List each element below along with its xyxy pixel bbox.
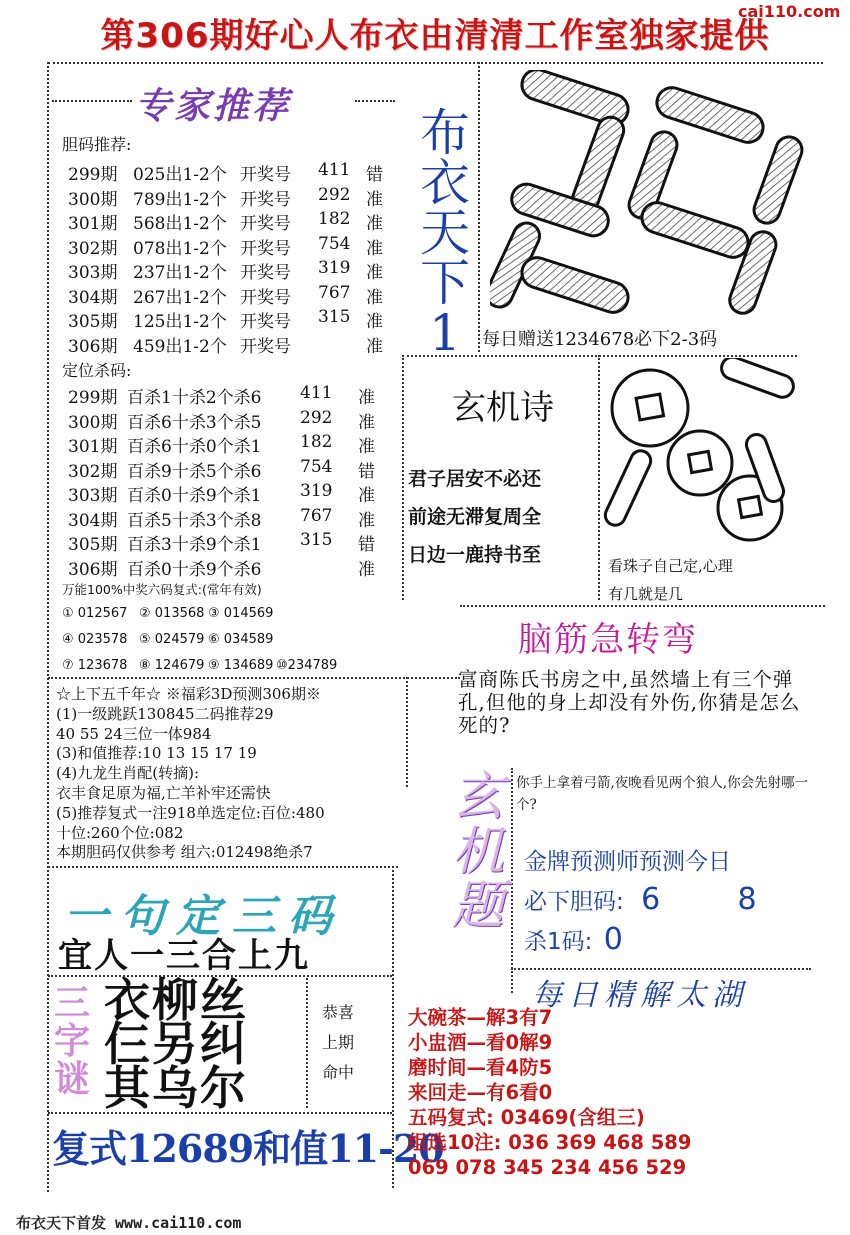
divider <box>52 100 132 102</box>
dan-draw-label: 开奖号 <box>240 287 291 308</box>
kill-period: 305期 <box>68 535 118 555</box>
poem-line: 前途无滞复周全 <box>408 506 542 528</box>
kill-result: 错 <box>358 535 375 555</box>
kill-one-num: 0 <box>603 922 623 957</box>
kill-pick: 百杀0十杀9个杀1 <box>127 486 262 506</box>
pill-digits-icon <box>490 70 810 320</box>
fushi-text: 复式12689和值11-20 <box>52 1126 444 1171</box>
kill-period: 299期 <box>68 388 118 408</box>
dan-result: 准 <box>366 336 383 357</box>
coins-icon <box>600 358 800 548</box>
dan-pick: 078出1-2个 <box>133 238 227 259</box>
yiju-heading: 一句定三码 <box>64 891 344 942</box>
kill-result: 准 <box>358 510 375 531</box>
divider <box>478 62 480 352</box>
six-code-item: ① 012567 <box>62 606 128 621</box>
kill-result: 准 <box>358 437 375 457</box>
taihu-heading: 每日精解太湖 <box>532 978 748 1013</box>
forecast-line: 衣丰食足原为福,亡羊补牢还需快 <box>56 784 271 802</box>
dan-result: 错 <box>366 165 383 185</box>
dan-result: 准 <box>366 263 383 283</box>
xuanji-ti-char: 题 <box>452 876 505 937</box>
kill-result: 准 <box>358 388 375 408</box>
kill-pick: 百杀9十杀5个杀6 <box>127 461 262 482</box>
forecast-line: 40 55 24三位一体984 <box>56 724 212 743</box>
six-code-item: ⑩234789 <box>276 658 338 673</box>
brain-heading: 脑筋急转弯 <box>518 620 698 660</box>
kill-period: 303期 <box>68 486 118 506</box>
dan-period: 304期 <box>68 287 118 308</box>
divider <box>355 100 395 102</box>
divider <box>306 978 308 1108</box>
dan-result: 准 <box>366 214 383 234</box>
forecast-line: (1)一级跳跃130845二码推荐29 <box>56 704 274 723</box>
kill-period: 304期 <box>68 510 118 531</box>
dan-draw: 292 <box>318 184 351 205</box>
gift-text: 每日赠送1234678必下2-3码 <box>482 329 718 350</box>
divider <box>48 677 460 679</box>
dan-draw-label: 开奖号 <box>240 165 291 185</box>
poem-lines <box>408 460 541 574</box>
kill-pick: 百杀0十杀9个杀6 <box>127 559 262 580</box>
dan-draw-label: 开奖号 <box>240 189 291 210</box>
kill-pick: 百杀6十杀3个杀5 <box>127 412 262 433</box>
dan-result: 准 <box>366 238 383 259</box>
dan-result: 准 <box>366 189 383 210</box>
dan-result: 准 <box>366 287 383 308</box>
forecast-line: (4)九龙生肖配(转摘): <box>56 764 200 783</box>
congrats-line: 命中 <box>322 1063 355 1082</box>
divider <box>402 355 404 600</box>
dan-pick: 789出1-2个 <box>133 189 227 210</box>
coin-note-line: 有几就是几 <box>608 585 684 603</box>
dan-draw: 315 <box>318 307 351 327</box>
forecast-line: (5)推荐复式一注918单选定位:百位:480 <box>56 803 325 822</box>
poem-title: 玄机诗 <box>452 388 554 428</box>
sanzi-label <box>54 985 90 1098</box>
divider <box>511 768 513 993</box>
kill-draw: 292 <box>300 407 333 428</box>
dan-draw-label: 开奖号 <box>240 312 291 332</box>
coin-graphic <box>600 358 800 548</box>
kill-pick: 百杀6十杀0个杀1 <box>127 437 262 457</box>
divider <box>48 1112 392 1114</box>
dan-result: 准 <box>366 312 383 332</box>
kill-draw: 315 <box>300 530 333 550</box>
brain-riddle: 富商陈氏书房之中,虽然墙上有三个弹孔,但他的身上却没有外伤,你猜是怎么死的? <box>458 668 801 737</box>
kill-pick: 百杀5十杀3个杀8 <box>127 510 262 531</box>
kill-pick: 百杀1十杀2个杀6 <box>127 388 262 408</box>
kill-label: 定位杀码: <box>62 361 132 380</box>
dan-pick: 237出1-2个 <box>133 263 227 283</box>
congrats-text <box>322 998 354 1088</box>
must-num: 6 <box>641 882 661 917</box>
dan-period: 300期 <box>68 189 118 210</box>
six-code-item: ⑧ 124679 <box>139 658 205 673</box>
divider <box>47 62 49 1192</box>
dan-period: 301期 <box>68 214 118 234</box>
dan-draw: 754 <box>318 233 351 254</box>
dan-period: 305期 <box>68 312 118 332</box>
dan-period: 303期 <box>68 263 118 283</box>
dan-draw: 319 <box>318 258 351 278</box>
dan-period: 306期 <box>68 336 118 357</box>
dan-draw-label: 开奖号 <box>240 263 291 283</box>
poem-line: 君子居安不必还 <box>408 468 542 490</box>
forecast-line: (3)和值推荐:10 13 15 17 19 <box>56 744 257 763</box>
kill-result: 准 <box>358 559 375 580</box>
kill-draw: 411 <box>300 383 333 403</box>
kill-draw: 182 <box>300 432 333 452</box>
dan-pick: 025出1-2个 <box>133 165 227 185</box>
buyi-char: 1 <box>429 304 461 362</box>
buyi-vertical <box>420 104 470 362</box>
sanzi-label-char: 字 <box>54 1020 91 1062</box>
dan-draw: 182 <box>318 209 351 229</box>
sanzi-line: 其乌尔 <box>104 1061 248 1115</box>
sanzi-line: 衣柳丝 <box>104 973 248 1027</box>
buyi-char: 下 <box>420 254 470 312</box>
kill-result: 准 <box>358 412 375 433</box>
taihu-line: 磨时间—看4防5 <box>408 1056 553 1079</box>
kill-draw: 319 <box>300 481 333 501</box>
six-code-title: 万能100%中奖六码复式:(常年有效) <box>62 582 262 597</box>
kill-result: 准 <box>358 486 375 506</box>
forecast-line: 本期胆码仅供参考 组六:012498绝杀7 <box>56 843 313 862</box>
buyi-char: 天 <box>420 204 470 262</box>
six-code-item: ⑨ 134689 <box>208 658 274 673</box>
kill-draw: 754 <box>300 456 333 477</box>
divider <box>48 62 823 64</box>
sanzi-lines <box>104 973 248 1115</box>
six-code-item: ② 013568 <box>139 606 205 621</box>
congrats-line: 恭喜 <box>322 1003 355 1022</box>
kill-period: 300期 <box>68 412 118 433</box>
divider <box>48 866 398 868</box>
kill-pick: 百杀3十杀9个杀1 <box>127 535 262 555</box>
dan-draw: 411 <box>318 160 351 180</box>
poem-line: 日边一鹿持书至 <box>408 544 542 566</box>
kill-one-row <box>524 922 623 957</box>
taihu-zuxuan: 组选10注: 036 369 468 589 <box>408 1131 692 1154</box>
divider <box>406 677 408 787</box>
kill-draw: 767 <box>300 505 333 526</box>
taihu-zuxuan2: 069 078 345 234 456 529 <box>408 1156 687 1179</box>
xuanji-ti-char: 机 <box>452 821 505 882</box>
dan-pick: 267出1-2个 <box>133 287 227 308</box>
must-num: 8 <box>737 882 757 917</box>
taihu-line: 来回走—有6看0 <box>408 1081 553 1104</box>
xuanji-ti-char: 玄 <box>452 767 505 827</box>
dan-pick: 568出1-2个 <box>133 214 227 234</box>
site-logo: cai110.com <box>738 2 841 21</box>
taihu-wuma: 五码复式: 03469(含组三) <box>408 1106 645 1129</box>
yiju-phrase: 宜人一三合上九 <box>58 936 310 976</box>
buyi-char: 布 <box>420 104 470 162</box>
big-number-graphic <box>490 70 810 320</box>
must-row <box>524 882 757 917</box>
forecast-line: 十位:260个位:082 <box>56 823 184 842</box>
six-code-item: ⑦ 123678 <box>62 658 128 673</box>
xuanji-ti-label <box>452 767 505 937</box>
kill-period: 302期 <box>68 461 118 482</box>
kill-result: 错 <box>358 461 375 482</box>
dan-period: 299期 <box>68 165 118 185</box>
expert-heading: 专家推荐 <box>135 86 292 127</box>
kill-period: 301期 <box>68 437 118 457</box>
footer-text: 布衣天下首发 www.cai110.com <box>16 1214 242 1232</box>
kill-period: 306期 <box>68 559 118 580</box>
gold-title: 金牌预测师预测今日 <box>524 849 731 875</box>
six-code-item: ④ 023578 <box>62 632 128 647</box>
must-label: 必下胆码: <box>524 889 624 915</box>
six-code-item: ⑤ 024579 <box>139 632 205 647</box>
xuanji-question: 你手上拿着弓箭,夜晚看见两个狼人,你会先射哪一个? <box>516 775 809 813</box>
dan-pick: 459出1-2个 <box>133 336 227 357</box>
buyi-char: 衣 <box>420 154 470 212</box>
taihu-lines <box>408 1005 691 1180</box>
taihu-line: 小盅酒—看0解9 <box>408 1031 553 1054</box>
six-code-item: ⑥ 034589 <box>208 632 274 647</box>
dan-draw: 767 <box>318 282 351 303</box>
kill-one-label: 杀1码: <box>524 929 593 955</box>
coin-note-line: 看珠子自己定,心理 <box>608 557 733 575</box>
congrats-line: 上期 <box>322 1033 355 1052</box>
forecast-line: ☆上下五千年☆ ※福彩3D预测306期※ <box>56 685 321 703</box>
taihu-line: 大碗茶—解3有7 <box>408 1006 553 1029</box>
dan-period: 302期 <box>68 238 118 259</box>
coin-note <box>608 552 733 608</box>
dan-draw-label: 开奖号 <box>240 214 291 234</box>
header-title: 第306期好心人布衣由清清工作室独家提供 <box>100 16 770 56</box>
sanzi-label-char: 谜 <box>54 1058 91 1100</box>
dan-pick: 125出1-2个 <box>133 312 227 332</box>
dan-draw-label: 开奖号 <box>240 336 291 357</box>
six-code-item: ③ 014569 <box>208 606 274 621</box>
sanzi-label-char: 三 <box>54 983 91 1024</box>
dan-draw-label: 开奖号 <box>240 238 291 259</box>
dan-label: 胆码推荐: <box>62 135 132 154</box>
sanzi-line: 仨另纠 <box>104 1017 248 1071</box>
